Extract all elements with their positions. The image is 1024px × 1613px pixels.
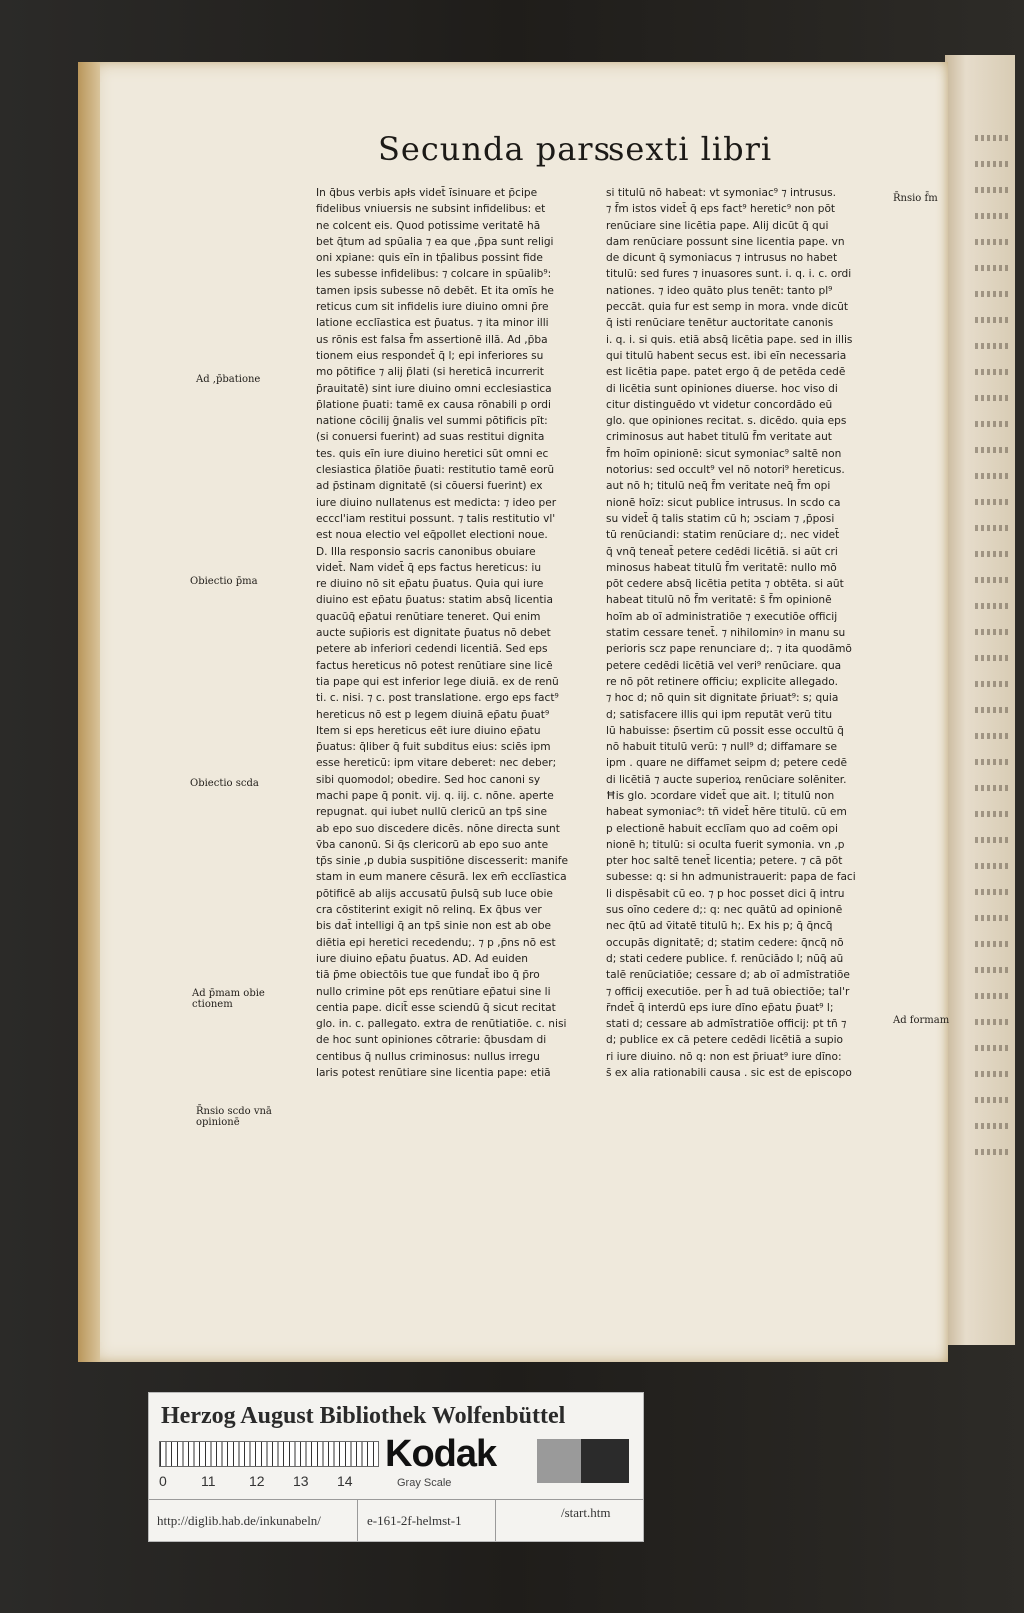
margin-note-ad-primam [192,988,265,1010]
next-page-text-fragment [975,525,1011,531]
text-line: mo pōtifice ⁊ alij p̄lati (si hereticā incurrerit [316,366,544,379]
next-page-text-fragment [975,499,1011,505]
measurement-ruler [159,1441,379,1467]
text-line: stam in eum manere cēsurā. lex em̄ ecclīastica [316,871,567,884]
next-page-text-fragment [975,473,1011,479]
next-page-text-fragment [975,1071,1011,1077]
next-page-text-fragment [975,187,1011,193]
next-page-text-fragment [975,603,1011,609]
text-line: tes. quis eīn iure diuino heretici sūt omni ec [316,447,549,460]
text-line: repugnat. qui iubet nullū clericū an tps̄ sine [316,806,547,819]
text-line: talē renūciatiōe; cessare d; ab oī admīstratiōe [606,969,850,982]
text-line: tia pape qui est inferior lege diuiā. ex de renū [316,675,559,688]
text-line: natione cōcilij ḡnalis vel summi pōtificis pīt: [316,415,548,428]
text-line: de dicunt q̄ symoniacus ⁊ intrusus no habet [606,252,838,265]
text-line: dam renūciare possunt sine licentia pape. vn [606,235,845,248]
margin-note-ad-probatione: Ad ,p̄batione [196,374,261,385]
text-line: stati d; cessare ab admīstratiōe officij: pt tñ ⁊ [606,1018,847,1031]
next-page-text-fragment [975,733,1011,739]
text-line: esse hereticū: ipm vitare deberet: nec deber; [316,757,557,770]
next-page-text-fragment [975,915,1011,921]
text-line: criminosus aut habet titulū f̄m veritate aut [606,431,832,444]
text-line: minosus habeat titulū f̄m veritatē: nullo mō [606,561,837,574]
next-page-text-fragment [975,447,1011,453]
next-page-text-fragment [975,291,1011,297]
next-page-text-fragment [975,317,1011,323]
text-line: peccāt. quia fur est semp in mora. vnde dicūt [606,301,849,314]
running-head-left: Secunda pars [378,130,612,168]
text-line: reticus cum sit infidelis iure diuino omni p̄re [316,301,549,314]
text-line: lū habuisse: p̄sertim cū possit esse occultū q̄ [606,724,844,737]
text-line: i. q. i. si quis. etiā absq̄ licētia pape. sed in illis [606,333,853,346]
text-line: petere ab inferiori cedendi licentiā. Sed eps [316,643,548,656]
text-line: fidelibus vniuersis ne subsint infidelibus: et [316,203,546,216]
text-line: titulū: sed fures ⁊ inuasores sunt. i. q. i. c. ordi [606,268,852,281]
next-page-text-fragment [975,265,1011,271]
card-divider-vertical [357,1499,358,1541]
next-page-text-fragment [975,707,1011,713]
text-line: habeat titulū nō f̄m veritatē: s̄ f̄m opinionē [606,594,832,607]
margin-note-obiectio-prima: Obiectio p̄ma [190,576,258,587]
text-line: r̄ndet̄ q̄ interdū eps iure dīno ep̄atu p̄uat⁹ l; [606,1001,834,1014]
text-line: ipm . quare ne diffamet seipm d; petere cedē [606,757,848,770]
text-line: oni xpiane: quis eīn in tp̄alibus possint fide [316,252,543,265]
gray-scale-label: Gray Scale [397,1477,452,1489]
text-line: p̄rauitatē) sint iure diuino omni ecclesiastica [316,382,552,395]
text-line: petere cedēdi licētiā vel veri⁹ renūciare. qua [606,659,842,672]
next-page-text-fragment [975,161,1011,167]
text-line: factus hereticus nō potest renūtiare sine licē [316,659,553,672]
text-line: est noua electio vel eq̄pollet electioni noue. [316,529,548,542]
text-line: (si conuersi fuerint) ad suas restitui dignita [316,431,545,444]
margin-note-ad-primam-line1: Ad p̄mam obie [192,988,265,999]
text-line: s̄ ex alia rationabili causa . sic est de episcopo [606,1067,852,1080]
text-line: nionē h; titulū: si oculta fuerit symonia. vn ,p [606,838,845,851]
text-line: quacūq̄ ep̄atui renūtiare teneret. Qui enim [316,610,541,623]
next-page-text-fragment [975,681,1011,687]
text-line: nationes. ⁊ ideo quāto plus tenēt: tanto pl⁹ [606,284,833,297]
text-line: iure diuino nullatenus est medicta: ⁊ ideo per [316,496,557,509]
text-line: bet q̄tum ad spūalia ⁊ ea que ,p̄pa sunt religi [316,235,554,248]
text-line: In q̄bus verbis apłs videt̄ īsinuare et p̄cipe [316,187,538,199]
text-line: citur distinguēdo vt videtur concordādo eū [606,398,833,411]
next-page-text-fragment [975,759,1011,765]
text-line: ne colcent eis. Quod potissime veritatē hā [316,219,541,232]
text-line: ad p̄stinam dignitatē (si cōuersi fuerint) ex [316,480,543,493]
next-page-text-fragment [975,213,1011,219]
text-line: di licētia sunt opiniones diuerse. hoc viso di [606,382,838,395]
text-line: hereticus nō est p legem diuinā ep̄atu p̄uat⁹ [316,708,550,721]
next-page-text-fragment [975,837,1011,843]
ruler-number: 14 [337,1473,353,1489]
text-line: tp̄s sinie ,p dubia suspitiōne discesserit: manife [316,855,568,868]
next-page-text-fragment [975,941,1011,947]
card-divider-vertical [495,1499,496,1541]
margin-note-responsio [196,1106,272,1128]
next-page-text-fragment [975,811,1011,817]
text-line: les subesse infidelibus: ⁊ colcare in spūalib⁹: [316,268,552,281]
url-page: /start.htm [561,1505,611,1520]
text-line: videt̄. Nam videt̄ q̄ eps factus hereticus: iu [316,561,542,574]
text-line: ⁊ hoc d; nō quin sit dignitate p̄riuat⁹: s; quia [606,692,839,705]
url-base: http://diglib.hab.de/inkunabeln/ [157,1513,321,1528]
text-line: li dispēsabit cū eo. ⁊ p hoc posset dici q̄ intru [606,887,845,900]
next-page-text-fragment [975,239,1011,245]
text-line: pter hoc saltē tenet̄ licentia; petere. ⁊ cā pōt [606,855,843,868]
text-line: clesiastica p̄latiōe p̄uati: restitutio tamē eorū [316,464,555,477]
text-line: ab epo suo discedere dicēs. nōne directa sunt [316,822,560,835]
next-page-text-fragment [975,889,1011,895]
text-line: sus oīno cedere d;: q: nec quātū ad opinionē [606,904,843,917]
ruler-number: 0 [159,1473,167,1489]
ruler-number: 13 [293,1473,309,1489]
text-line: diētia epi heretici recedendu;. ⁊ p ,p̄ns nō est [316,936,556,949]
text-line: aucte sup̄ioris est dignitate p̄uatus nō debet [316,627,551,640]
text-line: tū renūciandi: statim renūciare d;. nec videt̄ [606,529,840,542]
gray-swatch-light [537,1439,581,1483]
left-text-column [316,185,604,1081]
ruler-numbers [159,1473,379,1491]
text-line: notorius: sed occult⁹ vel nō notori⁹ hereticus. [606,464,845,477]
text-line: habeat symoniac⁹: tñ videt̄ hēre titulū. cū em [606,806,847,819]
margin-note-right-2: Ad formam [893,1015,950,1026]
running-head-right: sexti libri [608,130,773,168]
kodak-target-card [148,1392,644,1542]
text-line: Item si eps hereticus eēt iure diuino ep̄atu [316,724,541,737]
next-page-text-fragment [975,369,1011,375]
text-line: d; satisfacere illis qui ipm reputāt verū titu [606,708,833,721]
margin-note-responsio-line2: opinionē [196,1117,240,1128]
gray-swatch-dark [581,1439,629,1483]
text-line: f̄m hoīm opinionē: sicut symoniac⁹ saltē non [606,447,842,460]
next-page-text-fragment [975,863,1011,869]
text-line: est licētia pape. patet ergo q̄ de petēda cedē [606,366,846,379]
text-line: v̄ba canonū. Si q̄s clericorū ab epo suo ante [316,838,549,851]
text-line: iure diuino ep̄atu p̄uatus. AD. Ad euiden [316,952,528,965]
text-line: d; stati cedere publice. f. renūciādo l; nūq̄ aū [606,952,844,965]
text-line: re nō pōt retinere officiu; explicite allegado. [606,675,838,688]
text-line: cra cōstiterint exigit nō relinq. Ex q̄bus ver [316,904,542,917]
text-line: nec q̄tū ad v̄itatē titulū h;. Ex his p; q̄ q̄ncq̄ [606,920,833,933]
text-line: glo. in. c. pallegato. extra de renūtiatiōe. c. nisi [316,1018,567,1031]
text-line: statim cessare tenet̄. ⁊ nihilominꝰ in manu su [606,627,846,640]
next-page-text-fragment [975,1149,1011,1155]
next-page-text-fragment [975,395,1011,401]
library-title: Herzog August Bibliothek Wolfenbüttel [161,1403,566,1429]
text-line: ecccl'iam restitui possunt. ⁊ talis restitutio vl' [316,512,556,525]
text-line: nullo crimine pōt eps renūtiare ep̄atui sine li [316,985,551,998]
text-line: pōt cedere absq̄ licētia petita ⁊ obtēta. si aūt [606,578,844,591]
text-line: occupās dignitatē; d; statim cedere: q̄ncq̄ nō [606,936,844,949]
next-page-text-fragment [975,551,1011,557]
text-line: d; publice ex cā petere cedēdi licētiā a supio [606,1034,844,1047]
text-line: p̄latione p̄uati: tamē ex causa rōnabili p ordi [316,398,551,411]
next-page-text-fragment [975,629,1011,635]
text-line: ⁊ officij executiōe. per h̄ ad tuā obiectiōe; tal'r [606,985,850,998]
text-line: Ħis glo. ɔcordare videt̄ que ait. l; titulū non [606,789,835,802]
url-id: e-161-2f-helmst-1 [367,1513,462,1528]
next-page-text-fragment [975,135,1011,141]
next-page-text-fragment [975,993,1011,999]
text-line: glo. que opiniones recitat. s. dicēdo. quia eps [606,415,847,428]
next-page-edge [945,55,1015,1345]
text-line: machi pape q̄ ponit. vij. q. iij. c. nōne. aperte [316,789,554,802]
card-divider [149,1499,643,1500]
text-line: sibi quomodol; obedire. Sed hoc canoni sy [316,773,541,786]
next-page-text-fragment [975,1097,1011,1103]
text-line: q̄ isti renūciare tenētur auctoritate canonis [606,317,834,330]
next-page-text-fragment [975,421,1011,427]
ruler-number: 12 [249,1473,265,1489]
ruler-number: 11 [201,1473,216,1489]
text-line: centia pape. dicit̄ esse sciendū q̄ sicut recitat [316,1001,556,1014]
text-line: renūciare sine licētia pape. Alij dicūt q̄ qui [606,219,829,232]
text-line: su videt̄ q̄ talis statim cū h; ɔsciam ⁊ ,p̄posi [606,512,835,525]
margin-note-responsio-line1: R̄nsio scdo vnā [196,1106,272,1117]
text-line: tionem eius respondet̄ q̄ l; epi inferiores su [316,349,544,362]
text-line: D. Illa responsio sacris canonibus obuiare [316,545,536,558]
text-line: tamen ipsis subesse nō debēt. Et ita omīs he [316,284,554,297]
text-line: ri iure diuino. nō q: non est p̄riuat⁹ iure dīno: [606,1050,842,1063]
next-page-text-fragment [975,577,1011,583]
text-line: subesse: q: si hn admunistrauerit: papa de faci [606,871,856,884]
margin-note-obiectio-secunda: Obiectio scda [190,778,259,789]
page-gutter [78,62,100,1362]
text-line: de hoc sunt opiniones cōtrarie: q̄busdam di [316,1034,547,1047]
text-line: nō habuit titulū verū: ⁊ null⁹ d; diffamare se [606,741,837,754]
text-line: aut nō h; titulū neq̄ f̄m veritate neq̄ f̄m opi [606,480,831,493]
text-line: centibus q̄ nullus criminosus: nullus irregu [316,1050,540,1063]
text-line: qui titulū habent secus est. ibi eīn necessaria [606,349,847,362]
text-line: q̄ vnq̄ teneat̄ petere cedēdi licētiā. si aūt cri [606,545,838,558]
text-line: perioris scz pape renunciare d;. ⁊ ita quodāmō [606,643,852,656]
text-line: latione ecclīastica est p̄uatus. ⁊ ita minor illi [316,317,549,330]
next-page-text-fragment [975,655,1011,661]
text-line: re diuino nō sit ep̄atu p̄uatus. Quia qui iure [316,578,544,591]
text-line: hoīm ab oī administratiōe ⁊ executiōe officij [606,610,838,623]
text-line: nionē hoīz: sicut publice intrusus. In scdo ca [606,496,841,509]
text-line: ti. c. nisi. ⁊ c. post translatione. ergo eps fact⁹ [316,692,559,705]
text-line: ⁊ f̄m istos videt̄ q̄ eps fact⁹ heretic⁹ non pōt [606,203,836,216]
text-line: bis dat̄ intelligi q̄ an tps̄ sinie non est ab obe [316,920,552,933]
text-line: p̄uatus: q̄liber q̄ fuit subditus eius: sciēs ipm [316,741,551,754]
text-line: di licētiā ⁊ aucte superioꝝ renūciare solēniter. [606,773,847,786]
next-page-text-fragment [975,1019,1011,1025]
next-page-text-fragment [975,343,1011,349]
text-line: tiā p̄me obiectōis tue que fundat̄ ibo q̄ p̄ro [316,969,540,982]
next-page-text-fragment [975,1045,1011,1051]
text-line: diuino est ep̄atu p̄uatus: statim absq̄ licentia [316,594,553,607]
running-head [378,130,938,180]
text-line: p electionē habuit ecclīam quo ad coēm opi [606,822,838,835]
next-page-text-fragment [975,967,1011,973]
next-page-text-fragment [975,1123,1011,1129]
kodak-logo: Kodak [385,1433,497,1475]
next-page-text-fragment [975,785,1011,791]
margin-note-ad-primam-line2: ctionem [192,999,233,1010]
right-text-column [606,185,894,1081]
margin-note-right-1: R̄nsio f̄m [893,193,938,204]
text-line: us rōnis est falsa f̄m assertionē illā. Ad ,p̄ba [316,333,548,346]
text-line: laris potest renūtiare sine licentia pape: etiā [316,1067,551,1080]
text-line: pōtificē ab alijs accusatū p̄ulsq̄ sub luce obie [316,887,553,900]
text-line: si titulū nō habeat: vt symoniac⁹ ⁊ intrusus. [606,187,837,199]
